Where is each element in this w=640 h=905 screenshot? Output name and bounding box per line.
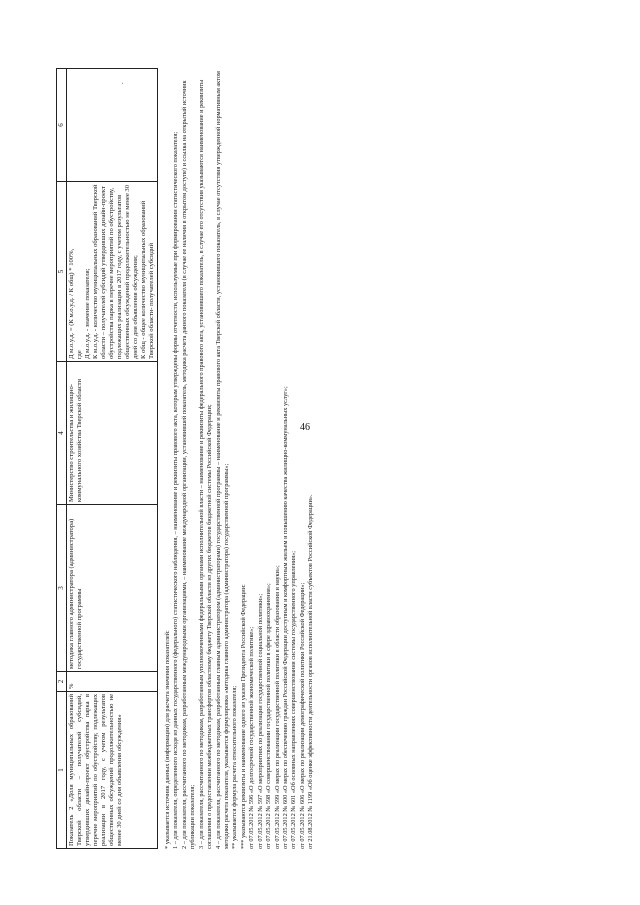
table-row [66,69,157,849]
footnote-line: от 07.05.2012 № 598 «О совершенствовании государственной политики в сфере здравоохранения»; [265,583,273,849]
page-number: 46 [300,422,310,433]
table-header-row [57,69,67,849]
formula-definition-3: К общ - общее количество муниципальных образований Тверской области- получателей субсидий [139,200,155,359]
header-col-2: 2 [57,672,67,692]
formula-definition-1: Д м.о.у.д. - значение показателя; [83,268,91,359]
footnotes [164,69,316,849]
note-cell [66,69,157,182]
indicator-table [56,68,158,849]
footnote-line: * указывается источник данных (информации) для расчета значения показателей: [163,630,171,849]
header-col-5: 5 [57,182,67,362]
header-col-1: 1 [57,692,67,849]
header-col-4: 4 [57,362,67,505]
footnote-line: 1 – для показателя, определенного исходя из данных государственного (федерального) статистического наблюдения, – наименование и реквизиты правового акта, которым утверждены формы отчетности, используемые при формировании статистического показателя; [172,131,180,849]
unit-cell: % [66,672,157,692]
footnote-line: от 21.08.2012 № 1199 «Об оценке эффективности деятельности органов исполнительной власти субъектов Российской Федерации». [307,494,315,849]
footnote-line: *** указываются реквизиты и наименование одного из указов Президента Российской Федерации: [239,584,247,849]
footnote-line: ** указывается формула расчета относительного показателя; [231,685,239,849]
footnote-line: от 07.05.2012 № 606 «О мерах по реализации демографической политики Российской Федерации»; [298,582,306,849]
footnote-line: 4 – для показателя, рассчитанного по методикам, разработанным главным администратором (администраторами) государственной программы – наименование и реквизиты правового акта Тверской области, установившего показатель, в случае отсутствия утвержденной нормативным актом методики расчета показателя, указывается формулировка «методика главного администратора (администратора) государственной программы»; [214,71,230,849]
note-mark: . [117,82,125,84]
formula-where: где [75,350,83,359]
header-col-6: 6 [57,69,67,182]
footnote-line: от 07.05.2012 № 600 «О мерах по обеспечению граждан Российской Федерации доступным и комфортным жильем и повышению качества жилищно-коммунальных услуг»; [282,386,289,849]
source-cell: методика главного администратора (администратора) государственной программы [66,505,157,672]
footnote-line: от 07.05.2012 № 601 «Об основных направлениях совершенствования системы государственного управления»; [290,550,298,849]
footnote-line: от 07.05.2012 № 599 «О мерах по реализации государственной политики в области образования и науки»; [273,565,281,849]
footnote-line: 3 – для показателя, рассчитанного по методикам, разработанным уполномоченными федеральными органами исполнительной власти – наименование и реквизиты федерального правового акта, установившего показатель, в случае его отсутствия указываются наименование и реквизиты соглашения о предоставлении межбюджетных трансфертов областному бюджету Тверской области из других бюджетов бюджетной системы Российской Федерации; [197,79,214,849]
footnote-line: от 07.05.2012 № 596 «О долгосрочной государственной экономической политике»; [248,626,256,849]
responsible-cell: Министерство строительства и жилищно-коммунального хозяйства Тверской области [66,362,157,505]
formula: Д м.о.у.д. = (К м.о.у.д. / К общ) * 100%, [67,248,75,359]
formula-definition-2: К м.о.у.д. - количество муниципальных образований Тверской области – получателей субсидий утвердивших дизайн-проект обустройства парка в перечне мероприятий по обустройству, подлежащих реализации в 2017 году, с учетом результатов общественных обсуждений продолжительностью не менее 30 дней со дня объявления обсуждения; [91,184,139,359]
rotated-page-content [56,59,640,849]
indicator-name-cell: Показатель 2 «Доля муниципальных образований Тверской области – получателей субсидий, утвердивших дизайн-проект обустройства парка в перечне мероприятий по обустройству, подлежащих реализации в 2017 году, с учетом результатов общественных обсуждений продолжительностью не менее 30 дней со дня объявления обсуждения» [66,692,157,849]
header-col-3: 3 [57,505,67,672]
formula-cell [66,182,157,362]
footnote-line: от 07.05.2012 № 597 «О мероприятиях по реализации государственной социальной политики»; [256,593,264,849]
footnote-line: 2 – для показателя, рассчитанного по методикам, разработанным международными организациями, – наименование международной организации, установившей показатель, методика расчета данного показателя (в случае ее наличия в открытом доступе) и ссылка на открытый источник публикации показателя; [180,80,197,849]
